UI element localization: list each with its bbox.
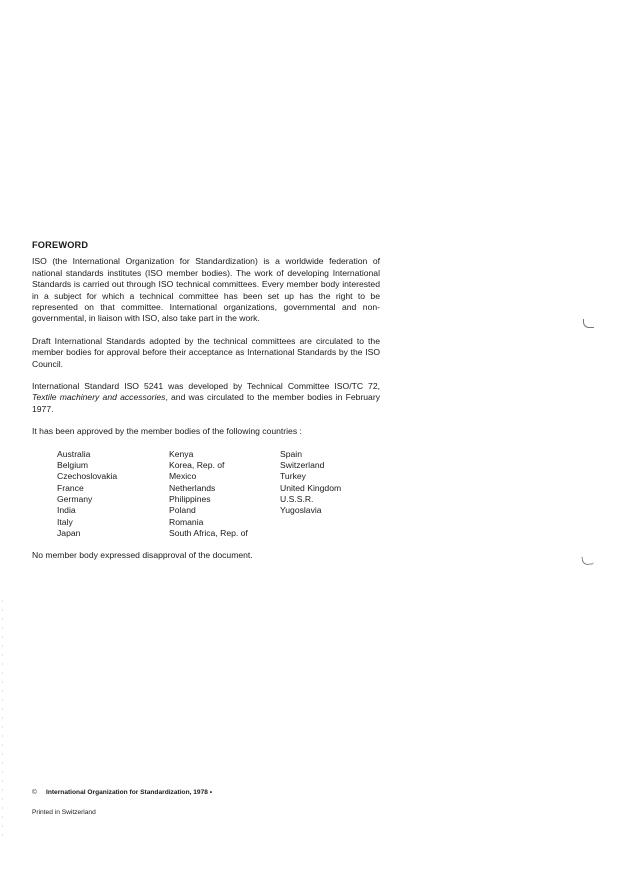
country-item: Philippines: [169, 494, 211, 505]
country-item: Poland: [169, 505, 196, 516]
foreword-section: [32, 240, 380, 573]
country-item: Belgium: [57, 460, 89, 471]
copyright-line: [32, 789, 212, 797]
copyright-text: International Organization for Standardization, 1978 •: [46, 789, 213, 796]
foreword-paragraph-draft-standards: Draft International Standards adopted by the technical committees are circulated to the member bodies for approval before their acceptance as International Standards by the ISO Council.: [32, 335, 380, 369]
country-item: South Africa, Rep. of: [169, 528, 248, 539]
member-countries-list: [57, 449, 380, 540]
country-item: India: [57, 505, 76, 516]
printed-in-line: Printed in Switzerland: [32, 809, 96, 816]
foreword-paragraph-approval: It has been approved by the member bodies of the following countries :: [32, 426, 302, 437]
country-item: Kenya: [169, 448, 194, 459]
margin-mark: [581, 555, 593, 565]
committee-title: Textile machinery and accessories: [32, 392, 166, 403]
committee-text-after: , and was circulated to the member bodies in February 1977.: [32, 392, 380, 414]
foreword-heading: FOREWORD: [32, 240, 89, 250]
country-item: France: [57, 482, 84, 493]
country-item: U.S.S.R.: [280, 494, 314, 505]
countries-column-3: [280, 449, 390, 540]
country-item: Korea, Rep. of: [169, 460, 225, 471]
foreword-paragraph-committee: [32, 381, 380, 415]
copyright-symbol: ©: [32, 789, 37, 796]
country-item: Turkey: [280, 471, 306, 482]
country-item: United Kingdom: [280, 482, 342, 493]
committee-text-before: International Standard ISO 5241 was developed by Technical Committee ISO/TC 72,: [32, 381, 380, 392]
country-item: Czechoslovakia: [57, 471, 118, 482]
country-item: Italy: [57, 516, 73, 527]
country-item: Australia: [57, 448, 91, 459]
country-item: Germany: [57, 494, 93, 505]
country-item: Romania: [169, 516, 204, 527]
country-item: Spain: [280, 448, 302, 459]
countries-column-1: [57, 449, 169, 540]
country-item: Switzerland: [280, 460, 325, 471]
foreword-paragraph-disapproval: No member body expressed disapproval of the document.: [32, 550, 253, 561]
foreword-paragraph-iso-intro: ISO (the International Organization for Standardization) is a worldwide federation of national standards institutes (ISO member bodies). The work of developing International Standards is carried out through ISO technical committees. Every member body interested in a subject for which a technical committee has been set up has the right to be represented on that committee. International organizations, governmental and non-governmental, in liaison with ISO, also take part in the work.: [32, 256, 380, 324]
margin-mark: [583, 319, 594, 328]
country-item: Yugoslavia: [280, 505, 322, 516]
country-item: Japan: [57, 528, 81, 539]
country-item: Netherlands: [169, 482, 216, 493]
countries-column-2: [169, 449, 280, 540]
country-item: Mexico: [169, 471, 197, 482]
scan-edge-specks: [2, 600, 3, 840]
